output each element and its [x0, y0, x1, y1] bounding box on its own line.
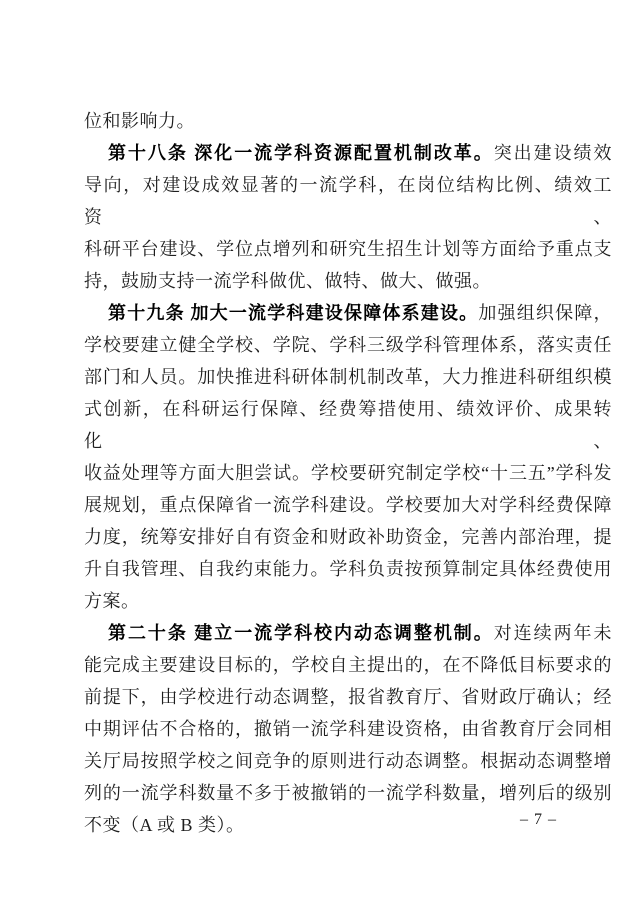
text-line [84, 169, 612, 233]
line-text: 突出建设绩效 [493, 143, 613, 163]
text-line [84, 681, 612, 713]
line-text: 对连续两年未 [493, 623, 613, 643]
text-line [84, 585, 612, 617]
line-text: 加强组织保障， [478, 303, 613, 323]
text-line [84, 265, 612, 297]
article-first-line [84, 297, 612, 329]
line-text: 收益处理等方面大胆尝试。学校要研究制定学校“十三五”学科发 [84, 463, 612, 483]
line-text: 前提下，由学校进行动态调整，报省教育厅、省财政厅确认；经 [84, 687, 612, 707]
line-text: 能完成主要建设目标的，学校自主提出的，在不降低目标要求的 [84, 655, 612, 675]
text-line [84, 489, 612, 521]
text-line [84, 361, 612, 393]
line-text: 部门和人员。加快推进科研体制机制改革，大力推进科研组织模 [84, 367, 612, 387]
text-line [84, 393, 612, 457]
line-text: 不变（A 或 B 类）。 [84, 815, 245, 835]
line-text: 导向，对建设成效显著的一流学科，在岗位结构比例、绩效工资、 [84, 175, 612, 227]
text-line [84, 649, 612, 681]
line-text: 学校要建立健全学校、学院、学科三级学科管理体系，落实责任 [84, 335, 612, 355]
text-line [84, 233, 612, 265]
article-heading: 第十九条 加大一流学科建设保障体系建设。 [108, 303, 479, 323]
text-line [84, 553, 612, 585]
text-line [84, 329, 612, 361]
article-heading: 第十八条 深化一流学科资源配置机制改革。 [108, 143, 494, 163]
line-text: 中期评估不合格的，撤销一流学科建设资格，由省教育厅会同相 [84, 719, 612, 739]
text-line [84, 521, 612, 553]
line-text: 力度，统筹安排好自有资金和财政补助资金，完善内部治理，提 [84, 527, 612, 547]
line-text: 科研平台建设、学位点增列和研究生招生计划等方面给予重点支 [84, 239, 612, 259]
text-line [84, 457, 612, 489]
page-number: – 7 – [520, 811, 557, 828]
line-text: 方案。 [84, 591, 140, 611]
line-text: 式创新，在科研运行保障、经费筹措使用、绩效评价、成果转化、 [84, 399, 612, 451]
line-text: 升自我管理、自我约束能力。学科负责按预算制定具体经费使用 [84, 559, 612, 579]
text-line [84, 713, 612, 745]
text-line [84, 777, 612, 809]
line-text: 持，鼓励支持一流学科做优、做特、做大、做强。 [84, 271, 491, 291]
line-text: 展规划，重点保障省一流学科建设。学校要加大对学科经费保障 [84, 495, 612, 515]
text-line [84, 745, 612, 777]
line-text: 关厅局按照学校之间竞争的原则进行动态调整。根据动态调整增 [84, 751, 612, 771]
article-first-line [84, 137, 612, 169]
line-text: 列的一流学科数量不多于被撤销的一流学科数量，增列后的级别 [84, 783, 612, 803]
text-line [84, 105, 612, 137]
line-text: 位和影响力。 [84, 111, 195, 131]
article-first-line [84, 617, 612, 649]
article-heading: 第二十条 建立一流学科校内动态调整机制。 [108, 623, 494, 643]
document-text [84, 105, 612, 841]
